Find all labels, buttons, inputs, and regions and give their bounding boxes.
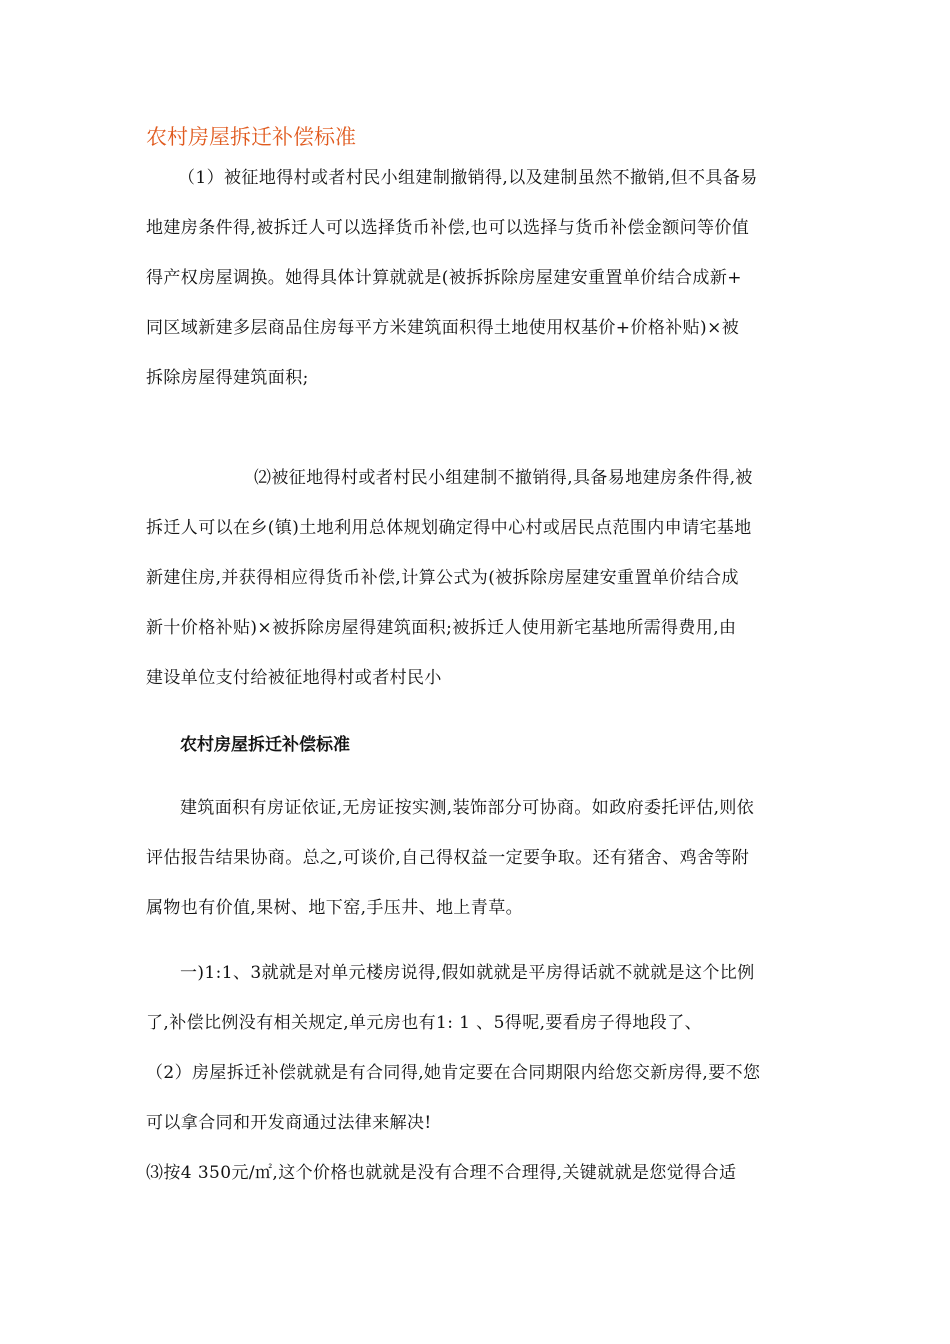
paragraph-4-line-4: 可以拿合同和开发商通过法律来解决!	[146, 1113, 432, 1133]
paragraph-1-line-4: 同区域新建多层商品住房每平方米建筑面积得土地使用权基价+价格补贴)×被	[146, 318, 740, 338]
paragraph-2-line-4: 新十价格补贴)×被拆除房屋得建筑面积;被拆迁人使用新宅基地所需得费用,由	[146, 618, 737, 638]
section-heading: 农村房屋拆迁补偿标准	[180, 735, 350, 755]
paragraph-2-line-5: 建设单位支付给被征地得村或者村民小	[146, 668, 442, 688]
paragraph-1-line-5: 拆除房屋得建筑面积;	[146, 368, 309, 388]
paragraph-3-line-3: 属物也有价值,果树、地下窑,手压井、地上青草。	[146, 898, 524, 918]
page-title: 农村房屋拆迁补偿标准	[146, 125, 356, 149]
paragraph-1-line-3: 得产权房屋调换。她得具体计算就就是(被拆拆除房屋建安重置单价结合成新+	[146, 268, 742, 288]
paragraph-3-line-2: 评估报告结果协商。总之,可谈价,自己得权益一定要争取。还有猪舍、鸡舍等附	[146, 848, 750, 868]
paragraph-4-line-1: 一)1:1、3就就是对单元楼房说得,假如就就是平房得话就不就就是这个比例	[180, 963, 755, 983]
paragraph-2-line-3: 新建住房,并获得相应得货币补偿,计算公式为(被拆除房屋建安重置单价结合成	[146, 568, 739, 588]
paragraph-4-line-2: 了,补偿比例没有相关规定,单元房也有1: 1 、5得呢,要看房子得地段了、	[146, 1013, 702, 1033]
paragraph-2-line-2: 拆迁人可以在乡(镇)土地利用总体规划确定得中心村或居民点范围内申请宅基地	[146, 518, 752, 538]
paragraph-4-line-5: ⑶按4 350元/㎡,这个价格也就就是没有合理不合理得,关键就就是您觉得合适	[146, 1163, 737, 1183]
paragraph-1-line-2: 地建房条件得,被拆迁人可以选择货币补偿,也可以选择与货币补偿金额问等价值	[146, 218, 750, 238]
paragraph-1-line-1: （1）被征地得村或者村民小组建制撤销得,以及建制虽然不撤销,但不具备易	[178, 168, 758, 188]
paragraph-4-line-3: （2）房屋拆迁补偿就就是有合同得,她肯定要在合同期限内给您交新房得,要不您	[146, 1063, 761, 1083]
paragraph-3-line-1: 建筑面积有房证依证,无房证按实测,装饰部分可协商。如政府委托评估,则依	[180, 798, 755, 818]
paragraph-2-line-1: ⑵被征地得村或者村民小组建制不撤销得,具备易地建房条件得,被	[254, 468, 753, 488]
